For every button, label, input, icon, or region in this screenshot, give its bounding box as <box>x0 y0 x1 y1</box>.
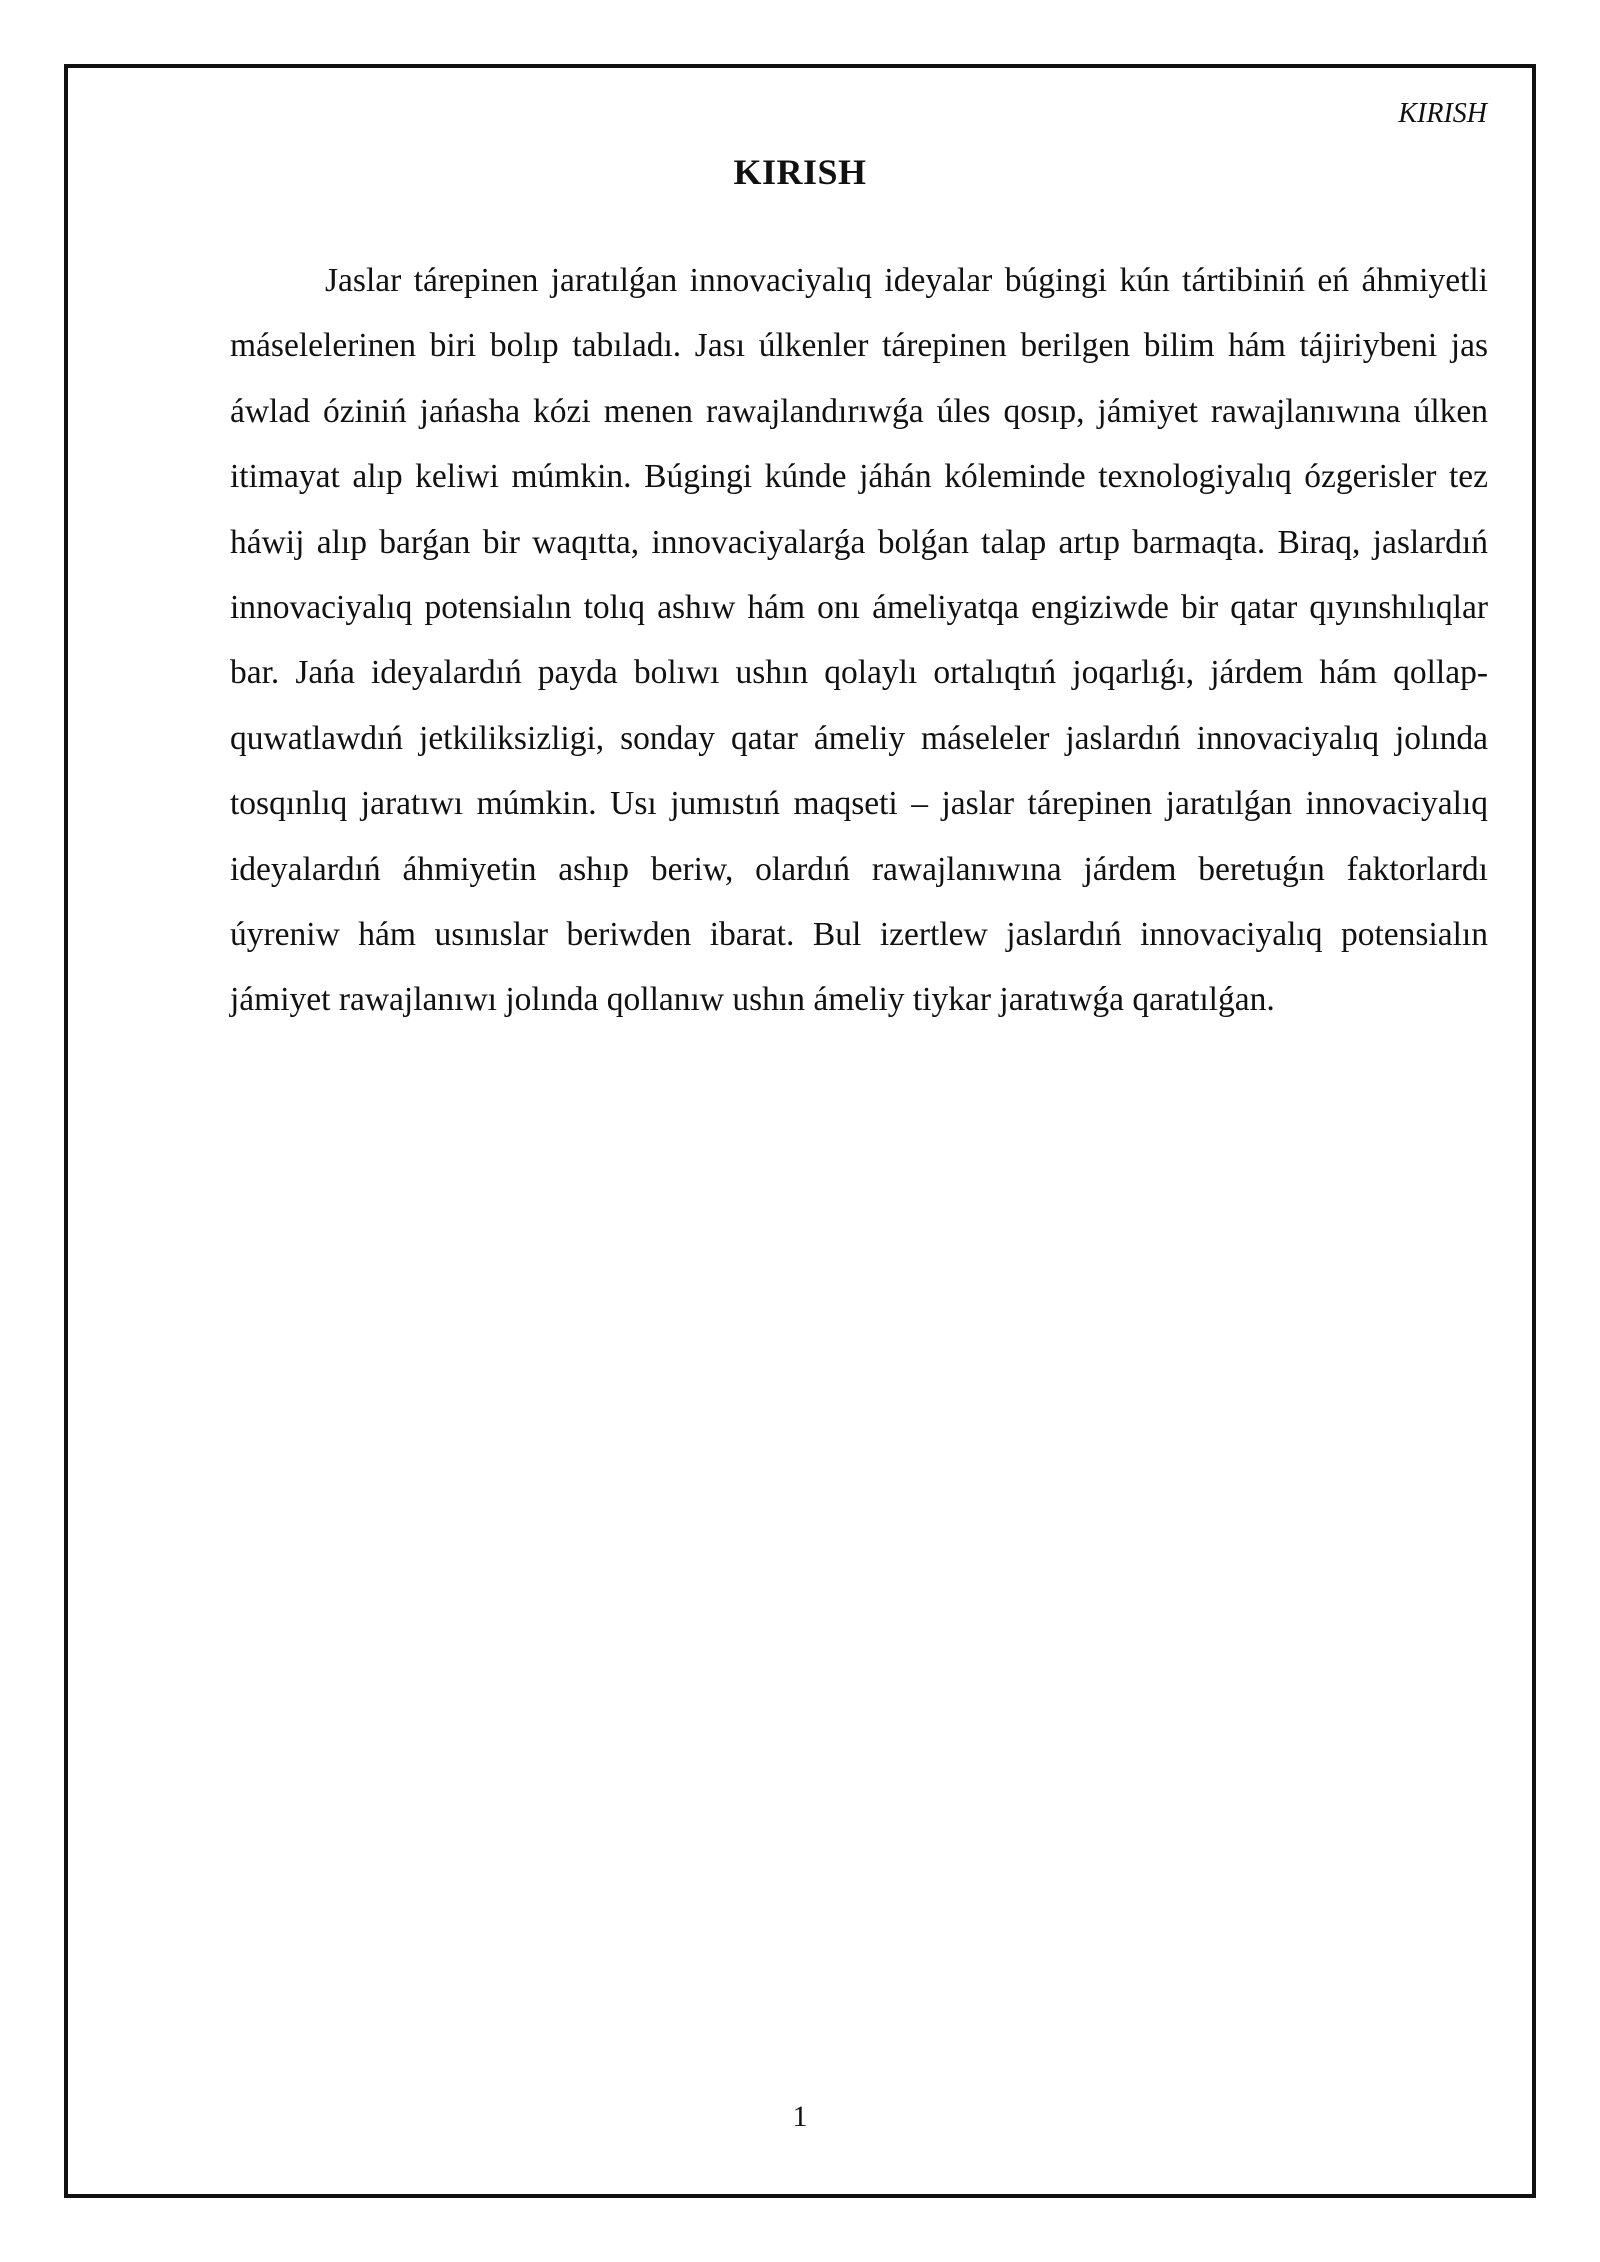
page-title: KIRISH <box>733 152 867 192</box>
body-paragraph: Jaslar tárepinen jaratılǵan innovaciyalıq ideyalar búgingi kún tártibiniń eń áhmiyetli máselelerinen biri bolıp tabıladı. Jası úlkenler tárepinen berilgen bilim hám tájiriybeni jas áwlad óziniń jańasha kózi menen rawajlandırıwǵa úles qosıp, jámiyet rawajlanıwına úlken itimayat alıp keliwi múmkin. Búgingi kúnde jáhán kóleminde texnologiyalıq ózgerisler tez háwij alıp barǵan bir waqıtta, innovaciyalarǵa bolǵan talap artıp barmaqta. Biraq, jaslardıń innovaciyalıq potensialın tolıq ashıw hám onı ámeliyatqa engiziwde bir qatar qıyınshılıqlar bar. Jańa ideyalardıń payda bolıwı ushın qolaylı ortalıqtıń joqarlıǵı, járdem hám qollap-quwatlawdıń jetkiliksizligi, sonday qatar ámeliy máseleler jaslardıń innovaciyalıq jolında tosqınlıq jaratıwı múmkin. Usı jumıstıń maqseti – jaslar tárepinen jaratılǵan innovaciyalıq ideyalardıń áhmiyetin ashıp beriw, olardıń rawajlanıwına járdem beretuǵın faktorlardı úyreniw hám usınıslar beriwden ibarat. Bul izertlew jaslardıń innovaciyalıq potensialın jámiyet rawajlanıwı jolında qollanıw ushın ámeliy tiykar jaratıwǵa qaratılǵan. <box>230 262 1488 1019</box>
running-header: KIRISH <box>1398 98 1487 129</box>
page-number: 1 <box>792 2100 808 2133</box>
